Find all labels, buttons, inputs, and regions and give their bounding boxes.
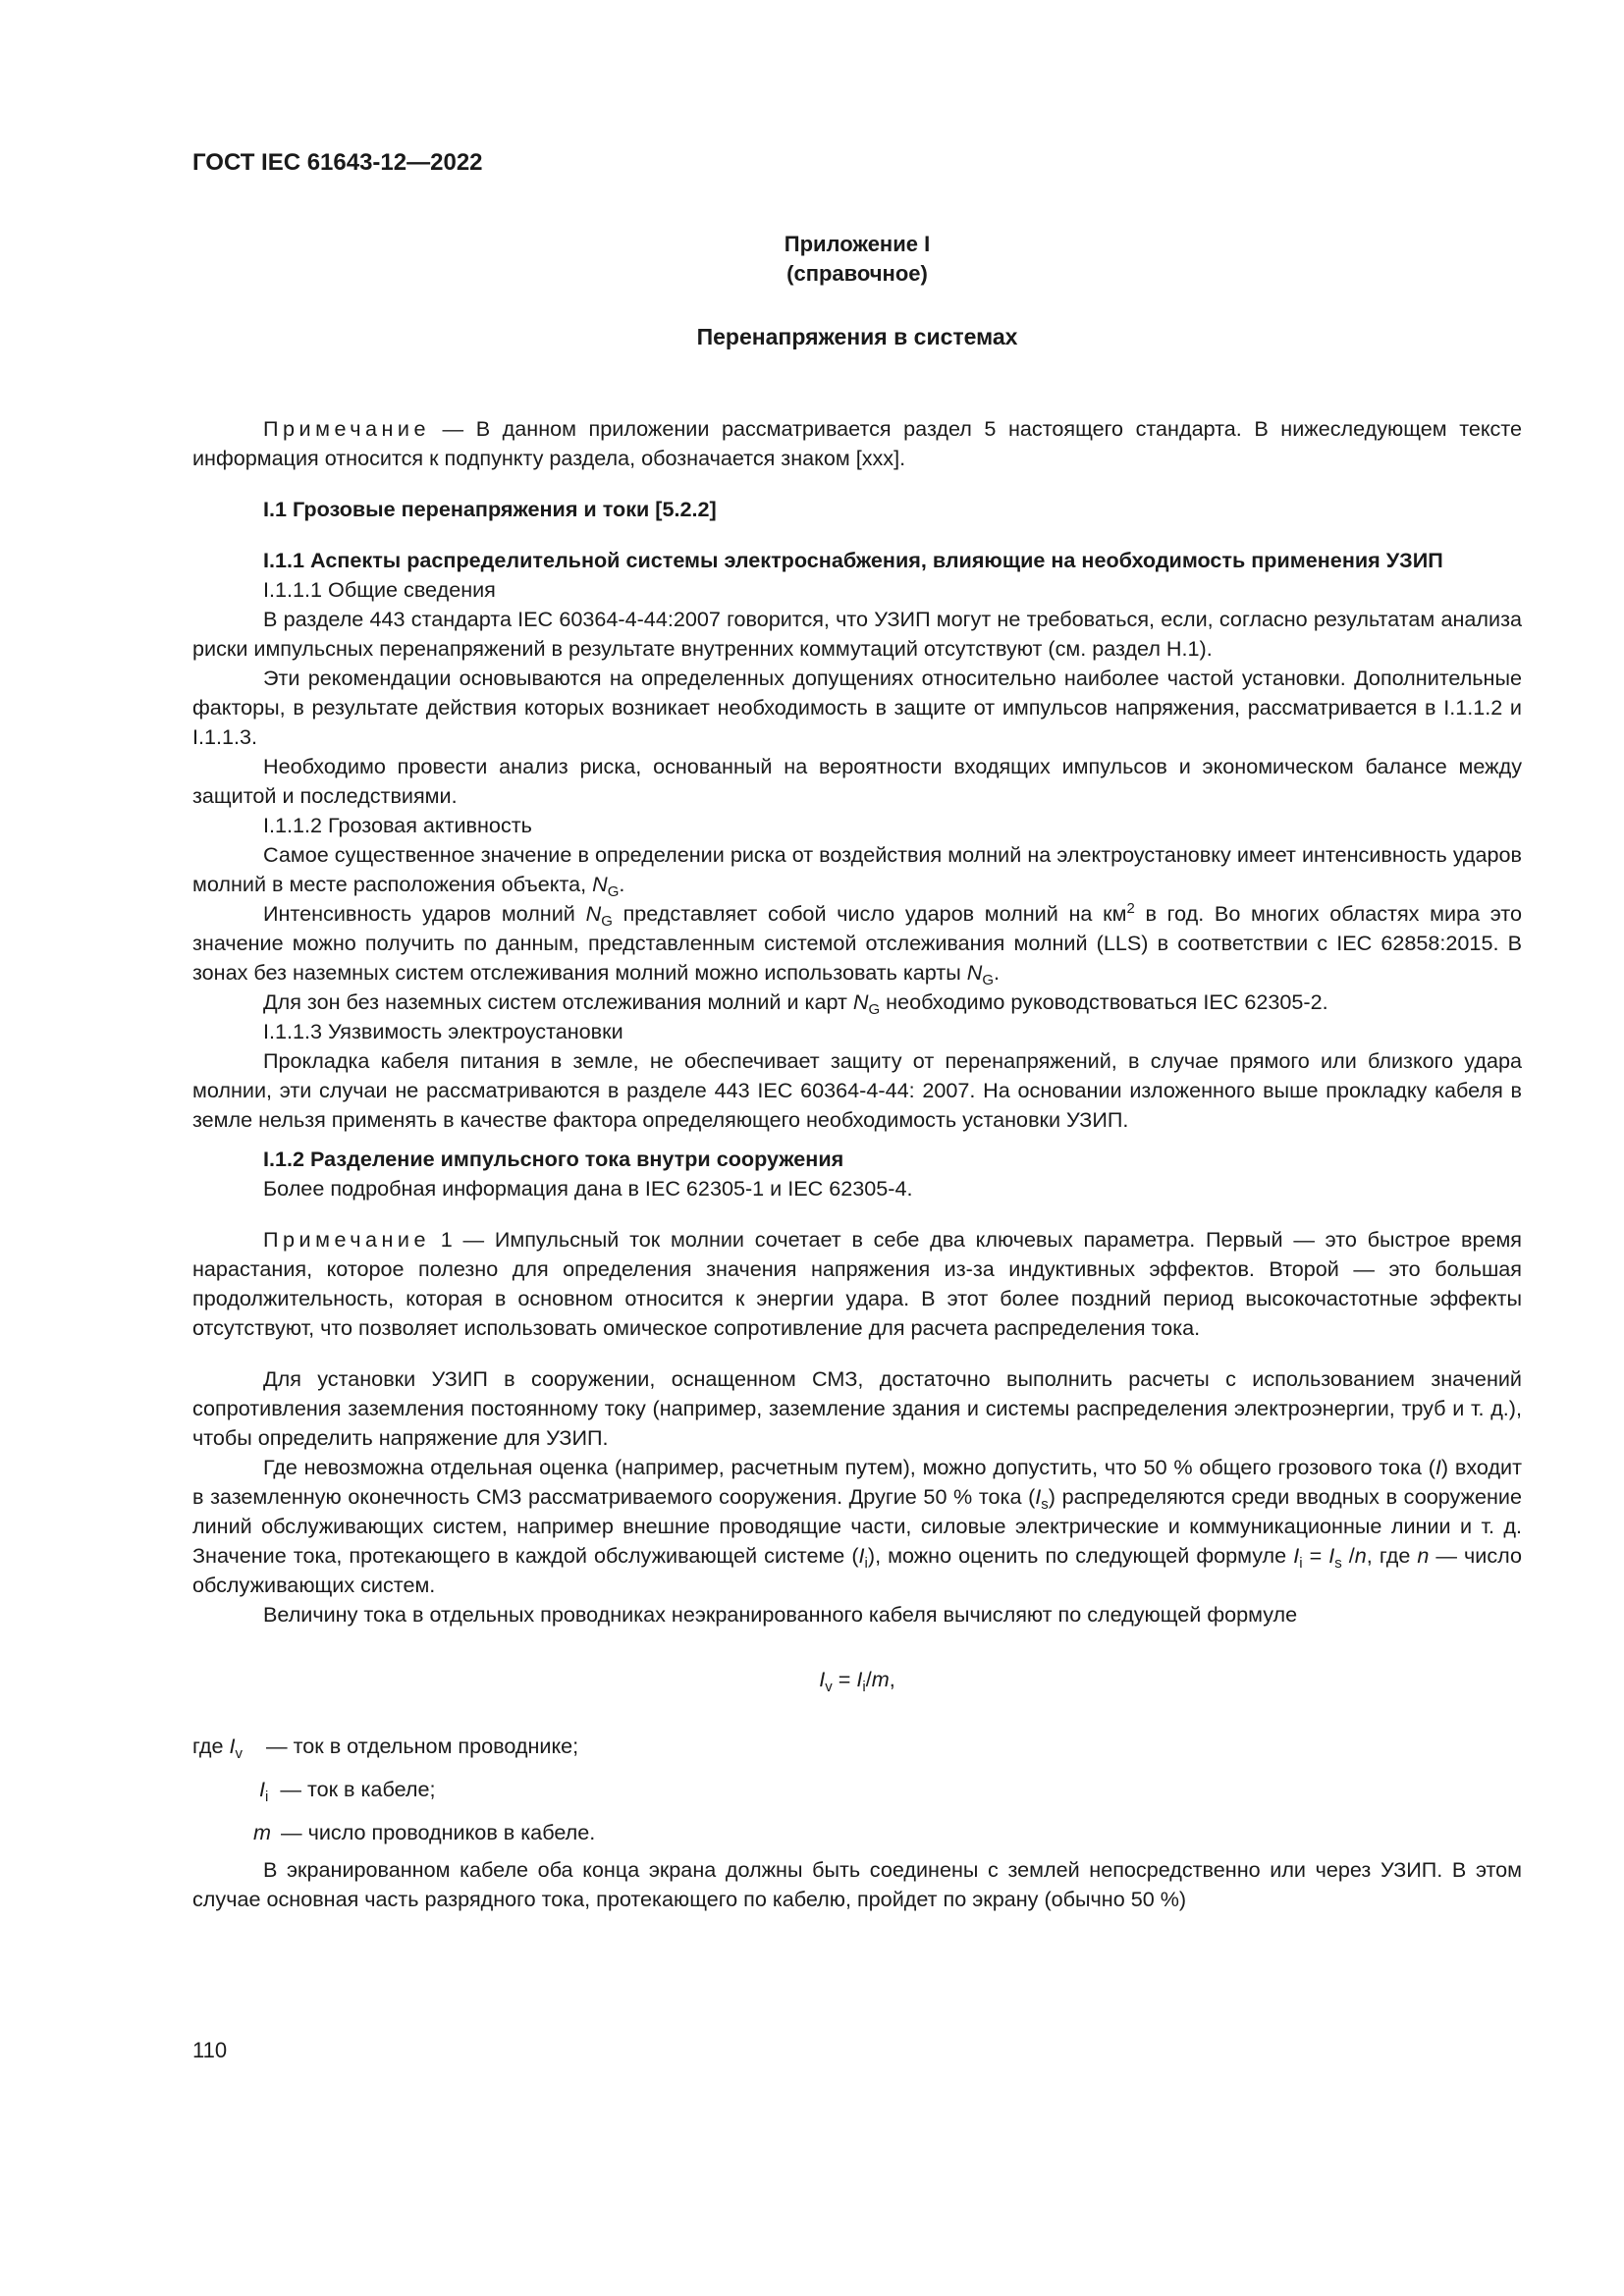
paragraph: Для зон без наземных систем отслеживания молний и карт $N_G$ необходимо руководствоваться IEC 62305-2. [263, 989, 1328, 1018]
paragraph: Где невозможна отдельная оценка (например, расчетным путем), можно допустить, что 50 % общего грозового тока (I) входит в заземленную оконечность СМЗ рассматриваемого сооружения. Другие 50 % тока $(I_s)$ распределяются среди вводных в сооружение линий обслуживающих систем, например внешние проводящие части, силовые электрические и коммуникационные линии и т. д. Значение тока, протекающего в каждой обслуживающей системе $(I_i)$, можно оценить по следующей формуле $I_i = I_s$ /n, где n — число обслуживающих систем. [192, 1455, 1523, 1597]
section-heading-i1-1: I.1.1 Аспекты распределительной системы электроснабжения, влияющие на необходимость применения УЗИП [263, 548, 1443, 572]
page-number: 110 [192, 2038, 228, 2062]
paragraph: В экранированном кабеле оба конца экрана должны быть соединены с землей непосредственно или через УЗИП. В этом случае основная часть разрядного тока, протекающего по кабелю, пройдет по экрану (обычно 50 %) [192, 1857, 1522, 1911]
document-id: ГОСТ IEC 61643-12—2022 [192, 149, 483, 176]
note-intro [192, 414, 1522, 473]
section-heading-i1-1-3: I.1.1.3 Уязвимость электроустановки [263, 1019, 623, 1043]
legend-row: m — число проводников в кабеле. [253, 1820, 596, 1844]
annex-type: (справочное) [786, 261, 928, 286]
note-text: 1 — Импульсный ток молнии сочетает в себе два ключевых параметра. Первый — это быстрое время нарастания, которое полезно для определения значения напряжения из-за индуктивных эффектов. Второй — это большая продолжительность, которая в основном относится к энергии удара. В этот более поздний период высокочастотные эффекты отсутствуют, что позволяет использовать омическое сопротивление для расчета распределения тока. [192, 1227, 1522, 1340]
annex-title: Перенапряжения в системах [696, 324, 1018, 349]
paragraph: Для установки УЗИП в сооружении, оснащенном СМЗ, достаточно выполнить расчеты с использованием значений сопротивления заземления постоянному току (например, заземление здания и системы распределения электроэнергии, труб и т. д.), чтобы определить напряжение для УЗИП. [192, 1366, 1522, 1450]
paragraph: В разделе 443 стандарта IEC 60364-4-44:2007 говорится, что УЗИП могут не требоваться, если, согласно результатам анализа риски импульсных перенапряжений в результате внутренних коммутаций отсутствуют (см. раздел Н.1). [192, 607, 1522, 661]
note-label: Примечание [263, 1227, 430, 1252]
paragraph: Более подробная информация дана в IEC 62305-1 и IEC 62305-4. [263, 1176, 913, 1201]
document-body [192, 393, 1522, 1914]
section-heading-i1-1-2: I.1.1.2 Грозовая активность [263, 813, 532, 837]
section-heading-i1-1-1: I.1.1.1 Общие сведения [263, 577, 496, 602]
annex-heading [192, 230, 1522, 289]
paragraph: Величину тока в отдельных проводниках неэкранированного кабеля вычисляют по следующей формуле [263, 1602, 1298, 1627]
section-heading-i1-2: I.1.2 Разделение импульсного тока внутри сооружения [263, 1147, 844, 1171]
note-label: Примечание [263, 416, 430, 441]
legend-row: $I_i$ — ток в кабеле; [259, 1777, 436, 1805]
section-heading-i1: I.1 Грозовые перенапряжения и токи [5.2.2] [263, 497, 717, 521]
legend-row: где $I_v$ — ток в отдельном проводнике; [192, 1734, 579, 1762]
paragraph: Эти рекомендации основываются на определенных допущениях относительно наиболее частой установки. Дополнительные факторы, в результате действия которых возникает необходимость в защите от импульсов напряжения, рассматривается в I.1.1.2 и I.1.1.3. [192, 666, 1522, 749]
paragraph: Необходимо провести анализ риска, основанный на вероятности входящих импульсов и экономическом балансе между защитой и последствиями. [192, 754, 1522, 808]
variable-legend [192, 1732, 1522, 1855]
paragraph: Самое существенное значение в определении риска от воздействия молний на электроустановку имеет интенсивность ударов молний в месте расположения объекта, $N_G$. [192, 842, 1522, 900]
annex-label: Приложение I [784, 232, 931, 256]
paragraph: Прокладка кабеля питания в земле, не обеспечивает защиту от перенапряжений, в случае прямого или близкого удара молнии, эти случаи не рассматриваются в разделе 443 IEC 60364-4-44: 2007. На основании изложенного выше прокладку кабеля в земле нельзя применять в качестве фактора определяющего необходимость установки УЗИП. [192, 1048, 1522, 1132]
paragraph: Интенсивность ударов молний $N_G$ представляет собой число ударов молний на $км^2$ в год. Во многих областях мира это значение можно получить по данным, представленным системой отслеживания молний (LLS) в соответствии с IEC 62858:2015. В зонах без наземных систем отслеживания молний можно использовать карты $N_G$. [192, 900, 1523, 988]
note-text: — В данном приложении рассматривается раздел 5 настоящего стандарта. В нижеследующем тексте информация относится к подпункту раздела, обозначается знаком [xxx]. [192, 416, 1522, 470]
note-1 [192, 1225, 1522, 1343]
formula: $I_v = I_i/m$, [819, 1667, 895, 1695]
